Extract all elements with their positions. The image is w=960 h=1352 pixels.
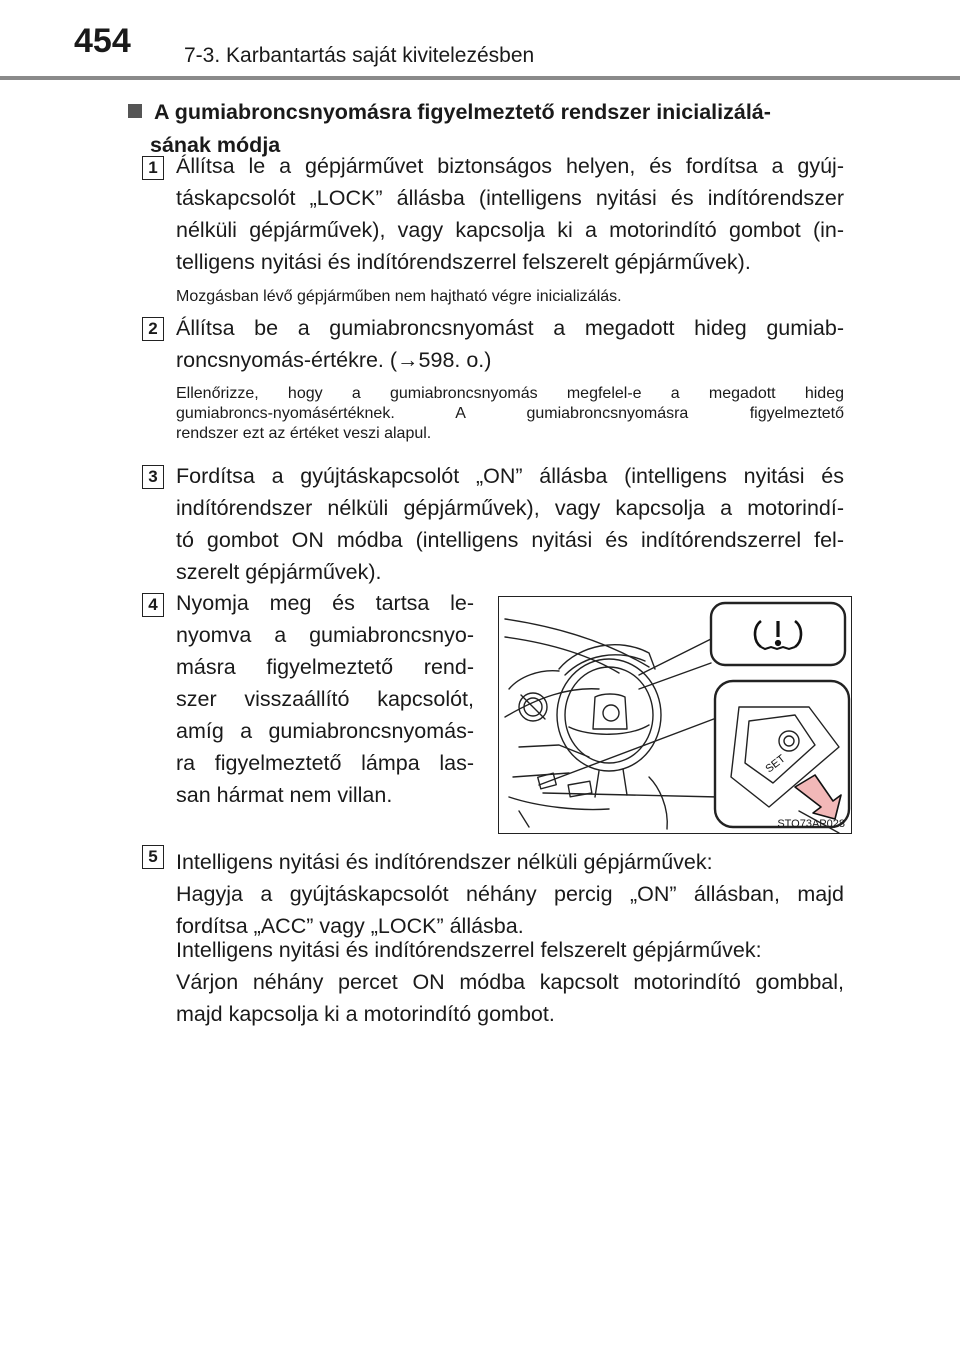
step-5-line: Várjon néhány percet ON módba kapcsolt motorindító gombbal, xyxy=(176,970,844,994)
step-4-text xyxy=(176,587,474,811)
step-2-text xyxy=(176,312,844,376)
step-1-text xyxy=(176,150,844,278)
step-2-line: Állítsa be a gumiabroncsnyomást a megadott hideg gumiab- xyxy=(176,316,844,340)
dashboard-drawing xyxy=(499,597,852,834)
step-5-text xyxy=(176,846,844,942)
step-2-line: roncsnyomás-értékre. (→598. o.) xyxy=(176,348,492,372)
step-2-note xyxy=(176,384,844,444)
step-3-line: tó gombot ON módba (intelligens nyitási és indítórendszerrel fel- xyxy=(176,528,844,552)
step-5-line: Intelligens nyitási és indítórendszerrel felszerelt gépjárművek: xyxy=(176,938,762,962)
step-1-line: nélküli gépjárművek), vagy kapcsolja ki a motorindító gombot (in- xyxy=(176,218,844,242)
step-4-line: amíg a gumiabroncsnyomás- xyxy=(176,719,474,743)
step-4-line: másra figyelmeztető rend- xyxy=(176,655,474,679)
step-4-line: szer visszaállító kapcsolót, xyxy=(176,687,474,711)
set-switch-label: SET xyxy=(763,752,788,776)
step-4-line: san hármat nem villan. xyxy=(176,783,393,807)
page-header xyxy=(0,0,960,80)
note-line: Mozgásban lévő gépjárműben nem hajtható végre inicializálás. xyxy=(176,288,622,305)
step-number-5: 5 xyxy=(142,845,164,869)
step-1-note xyxy=(176,287,844,307)
step-1-line: táskapcsolót „LOCK” állásba (intelligens nyitási és indítórendszer xyxy=(176,186,844,210)
step-4-line: Nyomja meg és tartsa le- xyxy=(176,591,474,615)
step-5-text-b xyxy=(176,934,844,1030)
dashboard-illustration xyxy=(498,596,852,834)
step-3-line: indítórendszer nélküli gépjárművek), vagy kapcsolja a motorindí- xyxy=(176,496,844,520)
step-4-line: ra figyelmeztető lámpa las- xyxy=(176,751,474,775)
step-5-line: Hagyja a gyújtáskapcsolót néhány percig „ON” állásban, majd xyxy=(176,882,844,906)
section-title: 7-3. Karbantartás saját kivitelezésben xyxy=(184,44,535,67)
step-5-line: majd kapcsolja ki a motorindító gombot. xyxy=(176,1002,555,1026)
note-line: Ellenőrizze, hogy a gumiabroncsnyomás megfelel-e a megadott hideg xyxy=(176,385,844,402)
step-5-line: fordítsa „ACC” vagy „LOCK” állásba. xyxy=(176,914,524,938)
step-3-text xyxy=(176,460,844,588)
step-number-3: 3 xyxy=(142,465,164,489)
step-3-line: szerelt gépjárművek). xyxy=(176,560,382,584)
step-1-line: telligens nyitási és indítórendszerrel felszerelt gépjárművek). xyxy=(176,250,751,274)
note-line: rendszer ezt az értéket veszi alapul. xyxy=(176,425,432,442)
page-number: 454 xyxy=(74,22,131,60)
step-3-line: Fordítsa a gyújtáskapcsolót „ON” állásba (intelligens nyitási és xyxy=(176,464,844,488)
step-number-2: 2 xyxy=(142,317,164,341)
header-divider xyxy=(0,76,960,80)
heading-line-1: A gumiabroncsnyomásra figyelmeztető rendszer inicializálá- xyxy=(154,100,771,124)
step-number-4: 4 xyxy=(142,593,164,617)
figure-code: STO73AP028 xyxy=(777,818,845,830)
heading-line-2: sának módja xyxy=(150,133,281,157)
step-1-line: Állítsa le a gépjárművet biztonságos helyen, és fordítsa a gyúj- xyxy=(176,154,844,178)
step-5-line: Intelligens nyitási és indítórendszer nélküli gépjárművek: xyxy=(176,850,713,874)
note-line: gumiabroncs-nyomásértéknek. A gumiabroncsnyomásra figyelmeztető xyxy=(176,405,844,422)
step-4-line: nyomva a gumiabroncsnyo- xyxy=(176,623,474,647)
step-number-1: 1 xyxy=(142,156,164,180)
square-bullet-icon xyxy=(128,104,142,118)
